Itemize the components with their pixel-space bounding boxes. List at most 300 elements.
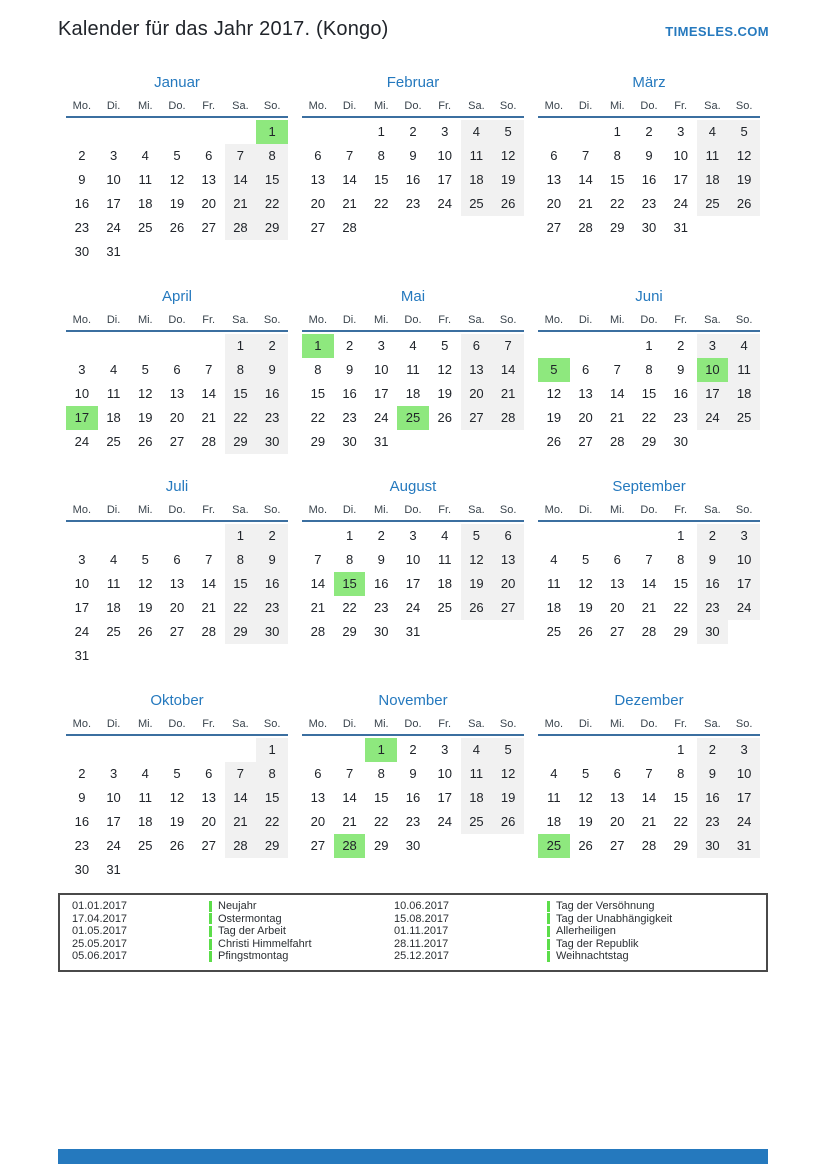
- empty-day-cell: [538, 334, 570, 358]
- day-of-week-label: Mi.: [137, 100, 153, 112]
- day-cell: 9: [697, 548, 729, 572]
- week-row: [538, 620, 760, 644]
- month-juni: [538, 286, 760, 454]
- day-cell: 8: [225, 548, 257, 572]
- empty-day-cell: [633, 738, 665, 762]
- day-cell: 19: [578, 814, 593, 829]
- day-cell: 18: [405, 386, 421, 401]
- day-cell: 19: [578, 600, 593, 615]
- day-cell: 7: [345, 148, 354, 163]
- month-januar: [66, 72, 288, 264]
- day-cell: 27: [492, 596, 524, 620]
- day-cell: 7: [314, 552, 322, 567]
- day-cell: 27: [169, 624, 185, 639]
- empty-day-cell: [161, 120, 193, 144]
- day-cell: 22: [641, 410, 657, 425]
- day-of-week-label: Sa.: [704, 100, 721, 112]
- day-cell: 9: [697, 762, 729, 786]
- day-of-week-label: Mo.: [308, 314, 328, 326]
- day-of-week-label: Sa.: [468, 718, 485, 730]
- day-cell: 23: [405, 814, 421, 829]
- day-cell: 13: [610, 790, 625, 805]
- week-row: [538, 596, 760, 620]
- day-cell: 29: [256, 216, 288, 240]
- day-cell: 19: [492, 168, 524, 192]
- day-of-week-label: Mi.: [373, 718, 389, 730]
- day-cell: 30: [256, 430, 288, 454]
- week-row: [538, 144, 760, 168]
- empty-day-cell: [98, 120, 130, 144]
- week-row: [538, 572, 760, 596]
- day-of-week-label: Sa.: [468, 100, 485, 112]
- week-row: [302, 762, 524, 786]
- month-mai: [302, 286, 524, 454]
- day-of-week-label: Mi.: [609, 100, 625, 112]
- day-cell: 11: [138, 172, 153, 187]
- day-cell: 14: [492, 358, 524, 382]
- day-cell: 10: [697, 358, 729, 382]
- empty-day-cell: [570, 738, 602, 762]
- day-cell: 24: [106, 220, 121, 235]
- day-cell: 5: [728, 120, 760, 144]
- day-cell: 28: [225, 834, 257, 858]
- day-cell: 5: [173, 766, 181, 781]
- day-cell: 29: [610, 220, 625, 235]
- day-cell: 11: [461, 762, 493, 786]
- day-cell: 22: [225, 596, 257, 620]
- day-of-week-label: So.: [263, 100, 281, 112]
- day-of-week-label: Sa.: [232, 100, 249, 112]
- day-cell: 15: [334, 572, 366, 596]
- day-of-week-label: Do.: [168, 504, 186, 516]
- day-cell: 30: [697, 620, 729, 644]
- day-cell: 10: [437, 148, 452, 163]
- day-cell: 8: [314, 362, 322, 377]
- day-cell: 1: [256, 738, 288, 762]
- empty-day-cell: [161, 738, 193, 762]
- day-cell: 19: [492, 786, 524, 810]
- empty-day-cell: [397, 216, 429, 240]
- empty-day-cell: [728, 620, 760, 644]
- day-cell: 4: [728, 334, 760, 358]
- empty-day-cell: [492, 834, 524, 858]
- day-of-week-label: So.: [735, 100, 753, 112]
- day-cell: 20: [201, 196, 216, 211]
- day-cell: 26: [138, 624, 153, 639]
- day-cell: 10: [728, 762, 760, 786]
- day-cell: 12: [138, 576, 153, 591]
- legend-row: [72, 925, 766, 938]
- day-cell: 25: [697, 192, 729, 216]
- day-cell: 24: [106, 838, 121, 853]
- day-cell: 28: [225, 216, 257, 240]
- day-cell: 25: [106, 624, 121, 639]
- day-cell: 19: [437, 386, 452, 401]
- day-of-week-label: So.: [499, 100, 517, 112]
- day-cell: 13: [169, 386, 185, 401]
- week-row: [66, 762, 288, 786]
- day-header-row: [302, 310, 524, 330]
- day-cell: 24: [728, 596, 760, 620]
- day-cell: 10: [673, 148, 688, 163]
- day-of-week-label: Mo.: [308, 100, 328, 112]
- day-cell: 22: [610, 196, 625, 211]
- empty-day-cell: [461, 834, 493, 858]
- week-row: [302, 596, 524, 620]
- day-cell: 26: [728, 192, 760, 216]
- empty-day-cell: [429, 216, 461, 240]
- month-title: Oktober: [150, 692, 204, 709]
- month-mrz: [538, 72, 760, 240]
- day-cell: 28: [641, 838, 657, 853]
- week-row: [66, 572, 288, 596]
- day-cell: 8: [677, 552, 685, 567]
- week-row: [66, 406, 288, 430]
- day-cell: 24: [374, 410, 389, 425]
- day-header-row: [66, 714, 288, 734]
- empty-day-cell: [334, 738, 366, 762]
- day-cell: 23: [673, 410, 688, 425]
- empty-day-cell: [492, 620, 524, 644]
- day-cell: 31: [728, 834, 760, 858]
- day-of-week-label: So.: [735, 314, 753, 326]
- day-cell: 10: [405, 552, 421, 567]
- day-cell: 25: [461, 810, 493, 834]
- legend-holiday-name: [209, 913, 394, 926]
- day-cell: 7: [645, 552, 653, 567]
- week-row: [538, 120, 760, 144]
- day-cell: 8: [645, 362, 653, 377]
- day-cell: 24: [728, 810, 760, 834]
- day-of-week-label: Mo.: [72, 504, 92, 516]
- day-cell: 23: [256, 406, 288, 430]
- day-cell: 24: [437, 196, 452, 211]
- day-cell: 27: [578, 434, 593, 449]
- day-cell: 18: [546, 814, 562, 829]
- day-cell: 2: [345, 338, 354, 353]
- day-cell: 10: [374, 362, 389, 377]
- day-cell: 24: [697, 406, 729, 430]
- day-cell: 20: [610, 600, 625, 615]
- week-row: [538, 834, 760, 858]
- day-cell: 5: [492, 738, 524, 762]
- week-row: [66, 858, 288, 882]
- day-cell: 1: [377, 124, 385, 139]
- day-cell: 5: [141, 552, 149, 567]
- day-cell: 26: [169, 220, 185, 235]
- day-of-week-label: Do.: [168, 100, 186, 112]
- month-title: Juni: [635, 288, 663, 305]
- day-of-week-label: Di.: [578, 100, 593, 112]
- legend-date: 25.05.2017: [72, 937, 128, 950]
- day-cell: 29: [374, 838, 389, 853]
- month-title: Mai: [400, 288, 426, 305]
- day-header-row: [302, 96, 524, 116]
- day-cell: 1: [302, 334, 334, 358]
- day-cell: 14: [201, 386, 216, 401]
- day-cell: 9: [345, 362, 354, 377]
- day-of-week-label: Mo.: [544, 100, 564, 112]
- day-cell: 6: [461, 334, 493, 358]
- empty-day-cell: [601, 738, 633, 762]
- week-row: [538, 406, 760, 430]
- day-header-rule: [66, 116, 288, 118]
- day-cell: 12: [546, 386, 562, 401]
- day-cell: 28: [342, 220, 357, 235]
- day-cell: 6: [314, 766, 322, 781]
- day-cell: 21: [610, 410, 625, 425]
- day-cell: 2: [697, 738, 729, 762]
- day-header-rule: [538, 330, 760, 332]
- day-cell: 12: [578, 576, 593, 591]
- day-cell: 11: [138, 790, 153, 805]
- day-cell: 30: [697, 834, 729, 858]
- day-of-week-label: Mo.: [72, 100, 92, 112]
- day-cell: 2: [78, 766, 86, 781]
- day-of-week-label: Mi.: [137, 718, 153, 730]
- day-cell: 12: [437, 362, 452, 377]
- empty-day-cell: [429, 430, 461, 454]
- day-cell: 9: [256, 548, 288, 572]
- empty-day-cell: [129, 334, 161, 358]
- day-cell: 6: [314, 148, 322, 163]
- day-cell: 7: [645, 766, 653, 781]
- day-cell: 15: [374, 172, 389, 187]
- day-cell: 24: [405, 600, 421, 615]
- day-of-week-label: Di.: [106, 100, 121, 112]
- week-row: [538, 548, 760, 572]
- day-cell: 3: [78, 552, 86, 567]
- day-cell: 31: [405, 624, 421, 639]
- day-cell: 20: [492, 572, 524, 596]
- day-cell: 12: [169, 172, 185, 187]
- holiday-marker-icon: [547, 901, 550, 912]
- empty-day-cell: [256, 858, 288, 882]
- day-cell: 9: [78, 790, 86, 805]
- holiday-marker-icon: [547, 913, 550, 924]
- day-of-week-label: Sa.: [232, 718, 249, 730]
- day-cell: 6: [581, 362, 590, 377]
- day-cell: 27: [546, 220, 562, 235]
- legend-date: 28.11.2017: [394, 937, 449, 950]
- legend-holiday-label: Neujahr: [218, 900, 257, 912]
- day-cell: 9: [409, 148, 417, 163]
- day-of-week-label: So.: [263, 314, 281, 326]
- day-cell: 18: [697, 168, 729, 192]
- day-of-week-label: Mi.: [373, 504, 389, 516]
- day-cell: 18: [437, 576, 452, 591]
- day-cell: 27: [610, 838, 625, 853]
- day-cell: 20: [310, 814, 326, 829]
- day-cell: 25: [538, 834, 570, 858]
- holiday-marker-icon: [209, 951, 212, 962]
- month-april: [66, 286, 288, 454]
- empty-day-cell: [161, 524, 193, 548]
- day-cell: 14: [201, 576, 216, 591]
- day-of-week-label: Di.: [578, 314, 593, 326]
- month-title: November: [378, 692, 448, 709]
- day-cell: 10: [106, 790, 121, 805]
- day-cell: 15: [256, 786, 288, 810]
- day-cell: 15: [310, 386, 326, 401]
- day-cell: 29: [256, 834, 288, 858]
- day-cell: 19: [461, 572, 493, 596]
- day-cell: 26: [437, 410, 452, 425]
- empty-day-cell: [302, 120, 334, 144]
- day-cell: 25: [437, 600, 452, 615]
- day-of-week-label: Mo.: [308, 504, 328, 516]
- holiday-marker-icon: [547, 939, 550, 950]
- empty-day-cell: [193, 738, 225, 762]
- day-cell: 19: [169, 814, 185, 829]
- day-cell: 17: [437, 790, 452, 805]
- day-of-week-label: So.: [263, 718, 281, 730]
- day-cell: 8: [225, 358, 257, 382]
- day-of-week-label: Sa.: [704, 314, 721, 326]
- day-cell: 31: [374, 434, 389, 449]
- week-row: [538, 762, 760, 786]
- week-row: [302, 786, 524, 810]
- week-row: [302, 572, 524, 596]
- brand-link[interactable]: TIMESLES.COM: [665, 24, 769, 39]
- day-cell: 14: [641, 790, 657, 805]
- day-cell: 30: [374, 624, 389, 639]
- day-cell: 25: [728, 406, 760, 430]
- day-cell: 28: [610, 434, 625, 449]
- day-of-week-label: Fr.: [438, 718, 452, 730]
- day-cell: 13: [610, 576, 625, 591]
- day-cell: 18: [138, 196, 153, 211]
- day-cell: 26: [578, 838, 593, 853]
- day-header-row: [538, 96, 760, 116]
- empty-day-cell: [193, 120, 225, 144]
- week-row: [302, 738, 524, 762]
- day-cell: 27: [201, 838, 216, 853]
- day-cell: 2: [256, 524, 288, 548]
- day-cell: 5: [492, 120, 524, 144]
- day-of-week-label: Mi.: [609, 718, 625, 730]
- day-cell: 1: [345, 528, 354, 543]
- day-cell: 27: [461, 406, 493, 430]
- legend-holiday-label: Tag der Unabhängigkeit: [556, 912, 673, 925]
- day-of-week-label: So.: [735, 504, 753, 516]
- empty-day-cell: [66, 120, 98, 144]
- day-cell: 14: [225, 168, 257, 192]
- week-row: [302, 430, 524, 454]
- day-cell: 3: [109, 148, 118, 163]
- day-cell: 11: [697, 144, 729, 168]
- day-of-week-label: Fr.: [202, 314, 216, 326]
- empty-day-cell: [66, 738, 98, 762]
- empty-day-cell: [98, 524, 130, 548]
- day-cell: 22: [374, 814, 389, 829]
- day-cell: 11: [437, 552, 452, 567]
- day-of-week-label: Sa.: [704, 504, 721, 516]
- day-cell: 17: [673, 172, 688, 187]
- day-cell: 4: [461, 738, 493, 762]
- day-of-week-label: Fr.: [202, 718, 216, 730]
- day-cell: 16: [697, 572, 729, 596]
- legend-row: [72, 900, 766, 913]
- day-cell: 4: [441, 528, 449, 543]
- day-cell: 13: [546, 172, 562, 187]
- day-cell: 9: [677, 362, 685, 377]
- day-cell: 4: [109, 552, 118, 567]
- day-cell: 27: [201, 220, 216, 235]
- day-cell: 17: [728, 786, 760, 810]
- day-cell: 21: [342, 196, 357, 211]
- week-row: [66, 738, 288, 762]
- day-cell: 9: [645, 148, 653, 163]
- day-cell: 4: [141, 148, 149, 163]
- day-cell: 5: [441, 338, 449, 353]
- week-row: [66, 786, 288, 810]
- day-of-week-label: Fr.: [202, 504, 216, 516]
- day-cell: 31: [106, 244, 121, 259]
- day-cell: 11: [406, 362, 420, 377]
- legend-holiday-label: Tag der Arbeit: [218, 925, 286, 938]
- day-cell: 15: [225, 382, 257, 406]
- day-cell: 15: [673, 790, 688, 805]
- day-cell: 26: [546, 434, 562, 449]
- day-of-week-label: Di.: [106, 504, 121, 516]
- day-cell: 16: [256, 382, 288, 406]
- empty-day-cell: [225, 120, 257, 144]
- holiday-marker-icon: [209, 913, 212, 924]
- day-cell: 30: [673, 434, 688, 449]
- empty-day-cell: [302, 524, 334, 548]
- day-of-week-label: Mo.: [544, 718, 564, 730]
- month-title: September: [612, 478, 686, 495]
- day-cell: 28: [641, 624, 657, 639]
- day-cell: 29: [641, 434, 657, 449]
- day-cell: 15: [641, 386, 657, 401]
- empty-day-cell: [66, 334, 98, 358]
- holiday-marker-icon: [209, 939, 212, 950]
- day-header-rule: [66, 520, 288, 522]
- day-cell: 2: [645, 124, 653, 139]
- day-cell: 10: [728, 548, 760, 572]
- legend-holiday-label: Pfingstmontag: [218, 950, 289, 963]
- empty-day-cell: [193, 334, 225, 358]
- week-row: [302, 144, 524, 168]
- day-cell: 12: [461, 548, 493, 572]
- month-dezember: [538, 690, 760, 858]
- day-of-week-label: Do.: [404, 504, 422, 516]
- day-cell: 6: [205, 766, 213, 781]
- legend-holiday-name: [209, 925, 394, 938]
- legend-box: [58, 893, 768, 972]
- month-oktober: [66, 690, 288, 882]
- day-cell: 4: [550, 766, 558, 781]
- day-header-row: [66, 310, 288, 330]
- day-header-rule: [302, 520, 524, 522]
- day-of-week-label: Fr.: [438, 100, 452, 112]
- empty-day-cell: [193, 524, 225, 548]
- day-cell: 11: [547, 576, 561, 591]
- day-cell: 16: [405, 172, 421, 187]
- day-cell: 4: [550, 552, 558, 567]
- day-cell: 22: [673, 600, 688, 615]
- day-cell: 13: [310, 172, 326, 187]
- week-row: [66, 810, 288, 834]
- day-cell: 4: [461, 120, 493, 144]
- day-cell: 16: [641, 172, 657, 187]
- day-cell: 14: [225, 786, 257, 810]
- day-cell: 21: [578, 196, 593, 211]
- month-title: März: [632, 74, 666, 91]
- legend-date: 25.12.2017: [394, 950, 450, 963]
